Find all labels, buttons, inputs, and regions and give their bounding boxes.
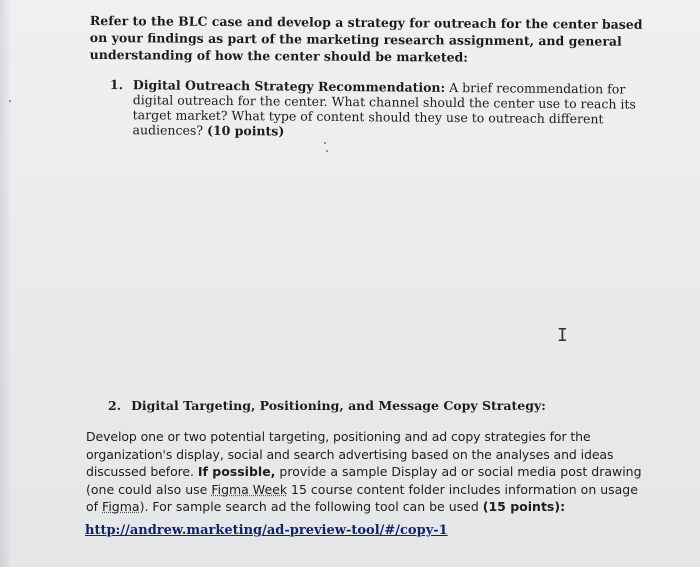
intro-paragraph: Refer to the BLC case and develop a strategy for outreach for the center based on your findings as part of the marketing research assignment, and general understanding of how the center should be marketed: xyxy=(89,12,643,65)
question-2-text-3: 15 course content folder includes information on usage of xyxy=(86,481,638,514)
question-2-heading: Digital Targeting, Positioning, and Message Copy Strategy: xyxy=(131,398,546,413)
question-2-title xyxy=(108,398,628,414)
question-1 xyxy=(109,77,650,142)
question-1-body xyxy=(132,77,650,142)
question-2-text-2: provide a sample Display ad or social media post drawing (one could also use xyxy=(86,464,642,497)
question-2-points: (15 points): xyxy=(482,499,566,514)
question-1-heading: Digital Outreach Strategy Recommendation: xyxy=(132,77,446,95)
question-2-text-1: Develop one or two potential targeting, positioning and ad copy strategies for the organization's display, social and search advertising based on the analyses and ideas discussed before. xyxy=(86,429,614,479)
question-1-number: 1. xyxy=(109,77,124,93)
scan-speck xyxy=(326,150,328,152)
question-2-if-possible: If possible, xyxy=(197,464,276,479)
question-2-number: 2. xyxy=(108,398,122,413)
figma-week-text: Figma Week xyxy=(211,481,288,497)
scan-speck xyxy=(9,100,11,102)
question-2-body xyxy=(86,428,651,516)
figma-text: Figma xyxy=(102,499,140,514)
question-2-text-4: ). For sample search ad the following tool can be used xyxy=(139,499,479,514)
scan-speck xyxy=(324,142,326,144)
ad-preview-tool-link[interactable]: http://andrew.marketing/ad-preview-tool/#/copy-1 xyxy=(85,523,448,538)
question-1-points: (10 points) xyxy=(206,122,285,139)
page-edge-shadow xyxy=(0,0,12,567)
question-1-text: A brief recommendation for digital outreach for the center. What channel should the center use to reach its target market? What type of content should they use to outreach different audiences? xyxy=(132,79,636,138)
text-cursor-icon: I xyxy=(557,325,568,346)
